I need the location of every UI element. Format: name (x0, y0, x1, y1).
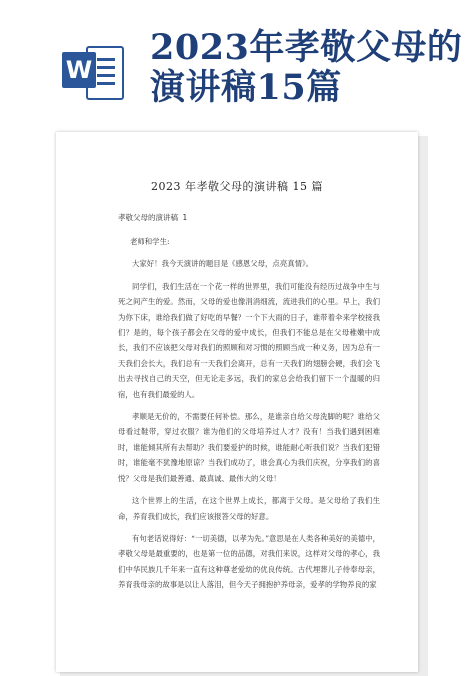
paragraph: 孝顺是无价的，不需要任何补偿。那么，是谁亲自给父母洗脚的呢？谁给父母看过鞋带，穿过衣服？谁为他们的父母培养过人才？没有！当我们遇到困难时，谁能倾其所有去帮助？我们要爱护的时候，谁能耐心听我们说？当我们犯错时，谁能毫不犹豫地原谅？当我们成功了，谁会真心为我们庆祝，分享我们的喜悦？父母是我们最善通、最真诚、最伟大的父母！ (118, 412, 380, 483)
document-page (56, 132, 418, 672)
paragraph: 同学们，我们生活在一个花一样的世界里，我们可能没有经历过战争中生与死之间产生的爱。然而，父母的爱也像涓涓细流，流进我们的心里。早上，我们为你下床，谁给我们做了好吃的早餐？一个下大雨的日子，谁带着伞来学校接我们？是的，每个孩子都会在父母的爱中成长，但我们不能总是在父母稚嫩中成长，我们不应该把父母对我们的照顾和对习惯的照顾当成一种义务，因为总有一天我们会长大，我们总有一天我们会离开，总有一天我们的翅膀会硬，我们会飞出去寻找自己的天空，但无论走多远，我们的家总会给我们留下一个温暖的归宿，也有我们最爱的人。 (118, 281, 380, 399)
document-title: 2023 年孝敬父母的演讲稿 15 篇 (151, 180, 323, 193)
word-letter-icon: W (62, 52, 96, 88)
banner (0, 0, 474, 130)
word-document-icon (62, 42, 122, 100)
document-subtitle: 孝敬父母的演讲稿 1 (118, 213, 188, 222)
paragraph: 这个世界上的生活，在这个世界上成长，都离于父母。是父母给了我们生命，养育我们成长，我们应该报答父母的好意。 (118, 496, 380, 521)
document-body (118, 234, 380, 600)
salutation: 老师和学生: (130, 237, 170, 246)
banner-title: 2023年孝敬父母的演讲稿15篇 (150, 27, 463, 108)
paragraph: 有句老话说得好：“一切美德，以孝为先。”意思是在人类各种美好的美德中，孝敬父母是最重要的，也是第一位的品德，对我们来说，这样对父母的孝心，我们中华民族几千年来一直有这种尊老爱幼的优良传统。古代埋葬儿子侍奉母亲，养育我母亲的故事是以让人落泪，但今天子拥抱护养母亲，爱孝的学物养良的家 (118, 533, 380, 590)
paragraph: 大家好！我今天演讲的题目是《感恩父母，点亮真情》。 (132, 259, 314, 269)
